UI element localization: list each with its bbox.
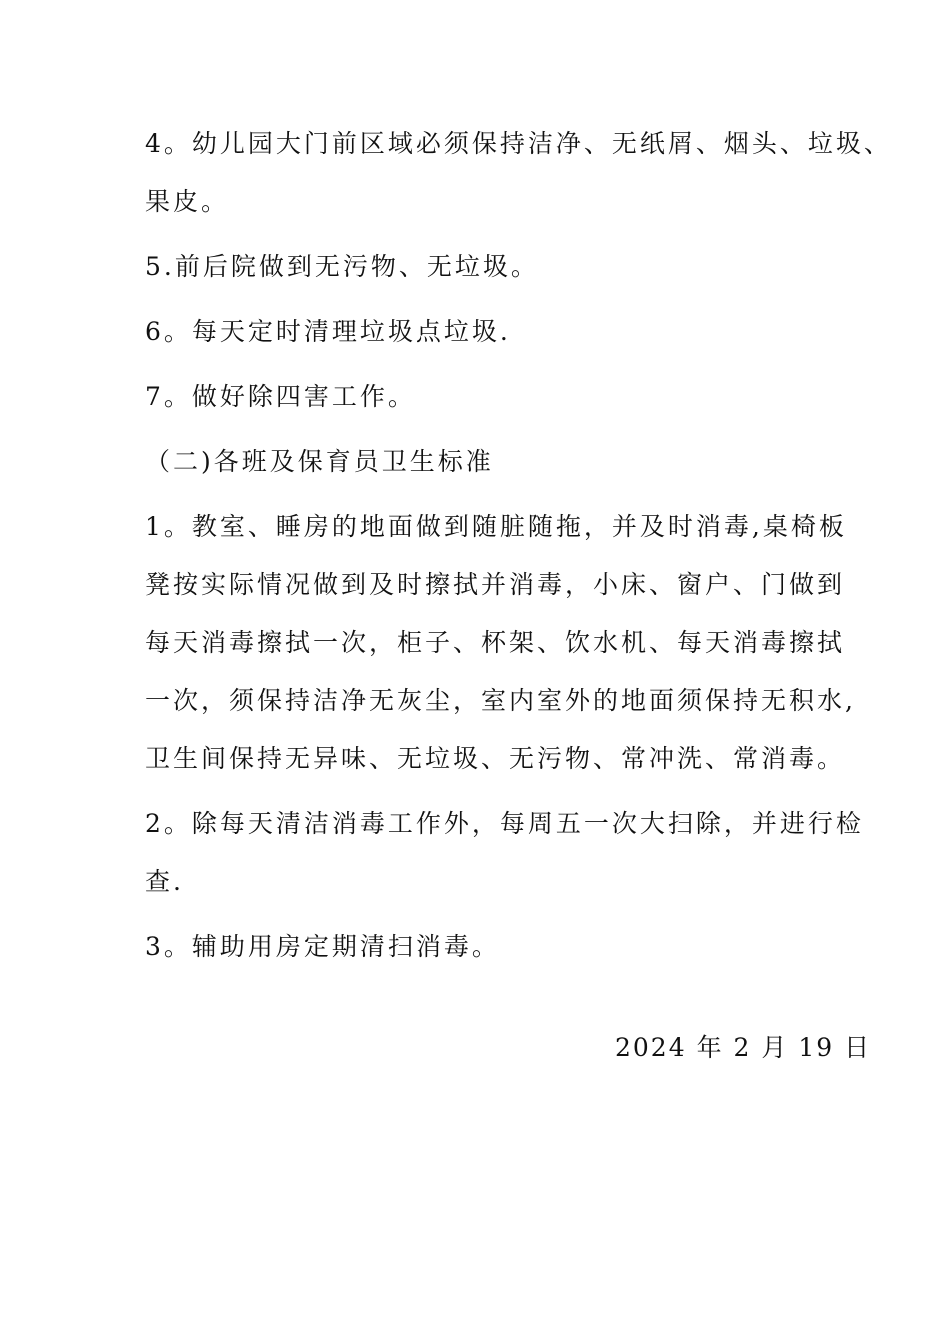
item-7 [145,379,815,415]
standard-item-1-line-4: 一次，须保持洁净无灰尘，室内室外的地面须保持无积水, [145,686,856,715]
item-4-line-2: 果皮。 [145,187,230,216]
standard-item-1 [145,509,856,777]
standard-item-2-line-2: 查. [145,867,184,896]
item-4 [145,126,892,220]
standard-item-2-line-1: 2。除每天清洁消毒工作外，每周五一次大扫除，并进行检 [145,809,864,838]
document-date: 2024 年 2 月 19 日 [615,1033,872,1062]
item-5-line-1: 5.前后院做到无污物、无垃圾。 [145,252,539,281]
standard-item-1-line-2: 凳按实际情况做到及时擦拭并消毒，小床、窗户、门做到 [145,570,846,599]
item-4-line-1: 4。幼儿园大门前区域必须保持洁净、无纸屑、烟头、垃圾、 [145,129,892,158]
item-6-line-1: 6。每天定时清理垃圾点垃圾. [145,317,511,346]
standard-item-3 [145,929,815,965]
standard-item-1-line-5: 卫生间保持无异味、无垃圾、无污物、常冲洗、常消毒。 [145,744,846,773]
standard-item-1-line-3: 每天消毒擦拭一次，柜子、杯架、饮水机、每天消毒擦拭 [145,628,846,657]
item-6 [145,314,815,350]
standard-item-1-line-1: 1。教室、睡房的地面做到随脏随拖，并及时消毒,桌椅板 [145,512,847,541]
section-heading [145,444,815,480]
standard-item-2 [145,806,864,900]
section-heading-text: （二)各班及保育员卫生标准 [145,447,494,476]
document-body [145,126,892,965]
standard-item-3-line-1: 3。辅助用房定期清扫消毒。 [145,932,500,961]
item-7-line-1: 7。做好除四害工作。 [145,382,416,411]
item-5 [145,249,815,285]
